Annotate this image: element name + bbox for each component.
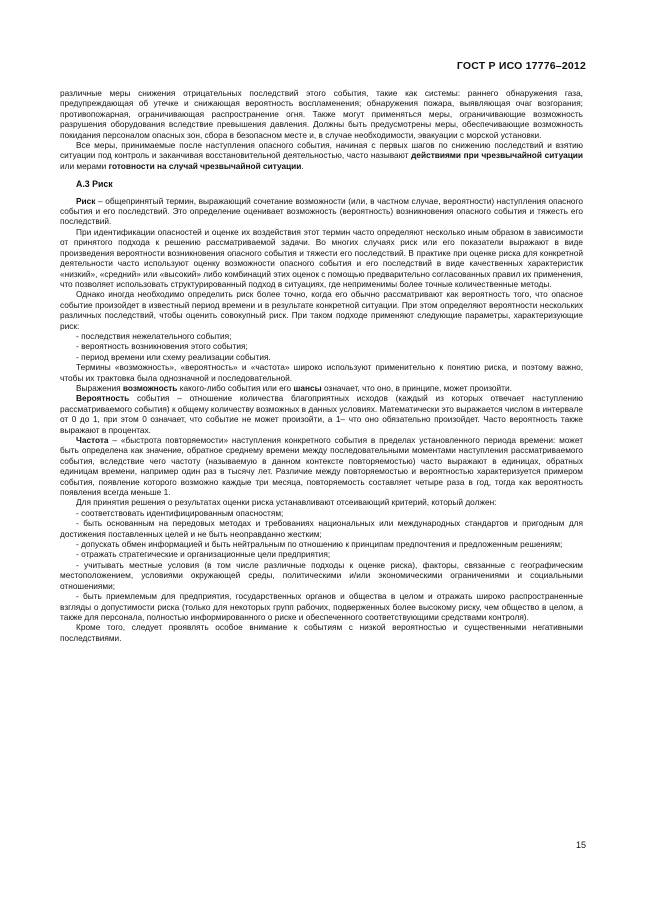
list-item: - последствия нежелательного события; (76, 330, 232, 341)
paragraph (60, 435, 583, 497)
list-item: - период времени или схему реализации события. (76, 351, 271, 362)
text-run: Все меры, принимаемые после наступления опасного события, начиная с первых шагов по снижению последствий и взятию ситуации под контроль и заканчивая восстановительной деятельностью, часто называют (60, 140, 583, 161)
text-run: события – отношение количества благоприятных исходов (каждый из которых отвечает наступлению рассматриваемого события) к общему количеству возможных в данных условиях. Математически это выражается числом в интервале от 0 до 1, при этом 0 означает, что событие не может произойти, а 1– что оно обязательно произойдет. Часто вероятность также выражают в процентах. (60, 393, 583, 435)
term-emphasis: шансы (293, 382, 322, 393)
standard-header: ГОСТ Р ИСО 17776–2012 (456, 60, 586, 72)
term-emphasis: Вероятность (76, 393, 130, 404)
paragraph (60, 497, 583, 507)
paragraph (60, 622, 583, 643)
paragraph (60, 289, 583, 331)
paragraph (60, 227, 583, 289)
list-item: - учитывать местные условия (в том числе различные подходы к оценке риска), факторы, связанные с географическим местоположением, условиями окружающей среды, политическими и/или экономическими ограничениями и социальными отношениями; (60, 559, 583, 591)
paragraph (60, 196, 583, 227)
text-run: . (301, 160, 304, 171)
term-emphasis: действиями при чрезвычайной ситуации (411, 150, 583, 161)
text-run: Для принятия решения о результатах оценки риска устанавливают отсеивающий критерий, который должен: (76, 497, 497, 508)
text-run: Кроме того, следует проявлять особое внимание к событиям с низкой вероятностью и существенными негативными последствиями. (60, 622, 583, 643)
text-run: Выражения (76, 382, 123, 393)
document-body (60, 88, 583, 643)
term-emphasis: Риск (76, 195, 96, 206)
list-item: - допускать обмен информацией и быть нейтральным по отношению к принципам предпочтения и предложенным решениям; (76, 539, 563, 550)
text-run: Однако иногда необходимо определить риск более точно, когда его обычно рассматривают как вероятность того, что опасное событие произойдет в известный период времени и в результате конкретной ситуации. При этом определяют вероятности нескольких различных последствий, чтобы оценить совокупный риск. При таком подходе применяют следующие параметры, характеризующие риск: (60, 289, 583, 331)
term-emphasis: возможность (122, 382, 178, 393)
text-run: – «быстрота повторяемости» наступления конкретного события в пределах установленного периода времени: может быть определена как значение, обратное среднему времени между последовательными моментами наступления рассматриваемого события, вследствие чего частоту (называемую в данном контексте повторяемостью) часто выражают в единицах, обратных единицам времени, например один раз в тысячу лет. Различие между повторяемостью и вероятностью характеризуется примером события, появление которого возможно каждые три месяца, повторяемость составляет четыре раза в год, тогда как вероятность появления всегда меньше 1. (60, 435, 583, 498)
paragraph (60, 383, 583, 393)
list-item: - соответствовать идентифицированным опасностям; (76, 507, 284, 518)
text-run: означает, что оно, в принципе, может произойти. (321, 382, 512, 393)
list-item: - быть приемлемым для предприятия, государственных органов и общества в целом и отражать широко распространенные взгляды о допустимости риска (только для некоторых групп рабочих, подверженных более высокому риску, чем общество в целом, а также для персонала, полностью информированного о риске и обеспеченного соответствующими средствами контроля). (60, 591, 583, 622)
paragraph (60, 362, 583, 383)
paragraph (60, 393, 583, 435)
page-number: 15 (575, 840, 586, 850)
text-run: При идентификации опасностей и оценке их воздействия этот термин часто определяют несколько иным образом в зависимости от принятого подхода к решению рассматриваемой задачи. Во многих случаях риск или его показатели выражают в виде произведения вероятности возникновения опасного события и тяжести его последствий. В практике при оценке риска для конкретной деятельности часто используют оценку возможности опасного события и его последствий в виде качественных характеристик «низкий», «средний» или «высокий» либо комбинаций этих оценок с помощью предварительно согласованных правил их применения, что позволяет использовать структурированный подход в ситуациях, где неприменимы более точные количественные методы. (60, 226, 583, 289)
list-item: - вероятность возникновения этого события; (76, 341, 248, 352)
text-run: какого-либо события или его (177, 382, 294, 393)
text-run: – общепринятый термин, выражающий сочетание возможности (или, в частном случае, вероятности) наступления опасного события и его последствий. Это определение оценивает возможность (вероятность) возникновения опасного события и тяжесть его последствий. (60, 195, 583, 227)
term-emphasis: готовности на случай чрезвычайной ситуации (108, 160, 302, 171)
section-heading: А.3 Риск (76, 179, 113, 190)
list-item: - отражать стратегические и организационные цели предприятия; (76, 549, 331, 560)
paragraph: различные меры снижения отрицательных последствий этого события, такие как системы: раннего обнаружения газа, предупреждающая об утечке и снижающая вероятность воспламенения; обнаружения пожара, выявляющая очаг возгорания; противопожарная, ограничивающая распространение огня. Также могут применяться меры, ограничивающие возможность разрушения оборудования вследствие превышения давления. Должны быть предусмотрены меры, обеспечивающие возможность покидания персоналом опасных зон, сбора в безопасном месте и, в случае необходимости, эвакуации с морской установки. (60, 88, 583, 140)
paragraph (60, 140, 583, 171)
text-run: или мерами (60, 160, 109, 171)
list-item: - быть основанным на передовых методах и требованиях национальных или международных стандартов и пригодным для достижения поставленных целей и не быть неоправданно жестким; (60, 518, 583, 539)
term-emphasis: Частота (76, 435, 109, 445)
text-run: Термины «возможность», «вероятность» и «частота» широко используют применительно к понятию риска, и поэтому важно, чтобы их трактовка была однозначной и последовательной. (60, 362, 583, 383)
